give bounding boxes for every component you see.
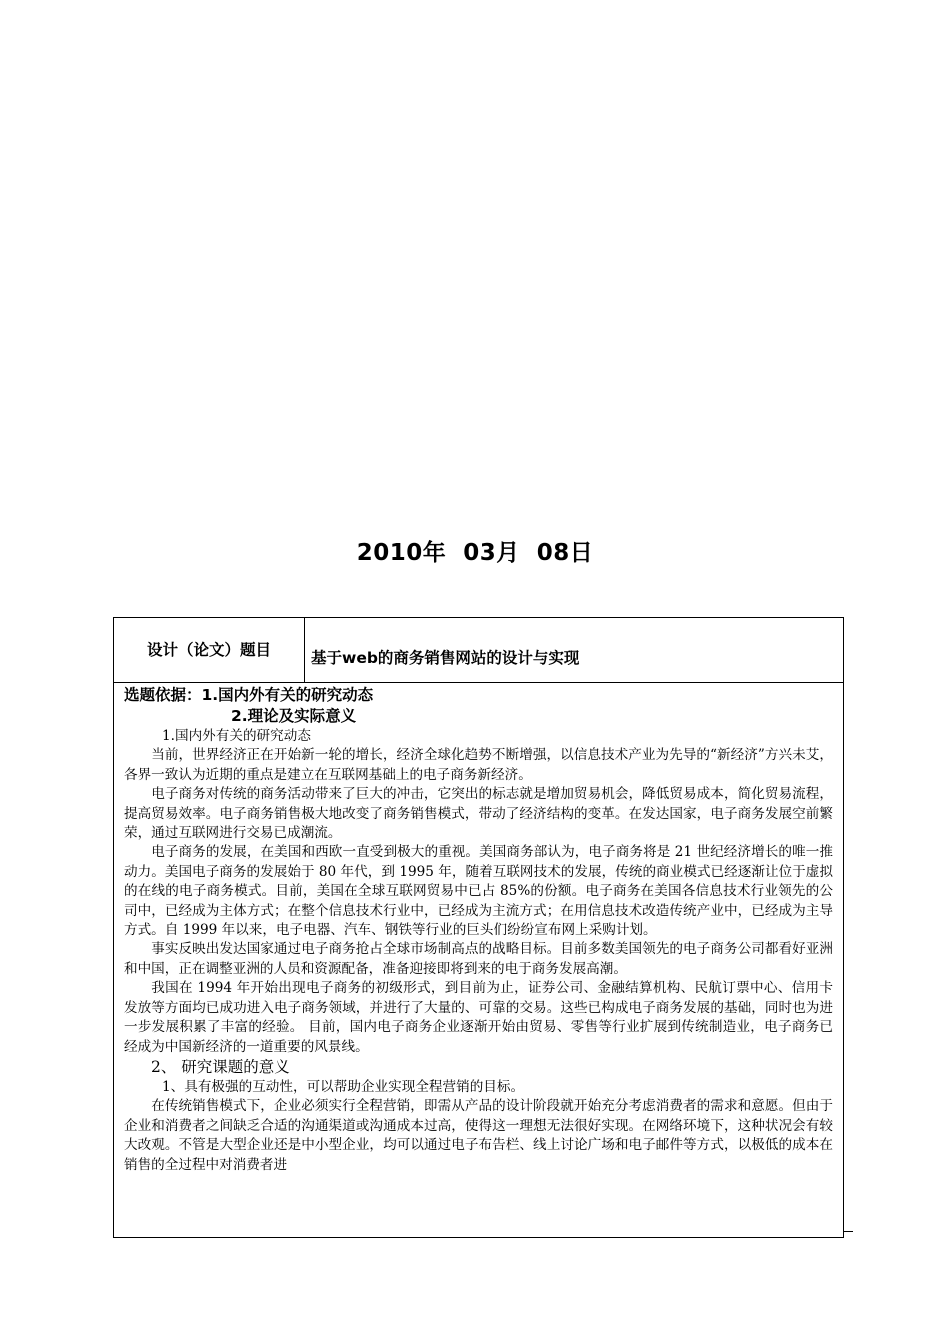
content-row: [114, 683, 844, 1238]
topic-basis-cell: [114, 683, 844, 1238]
thesis-form-table: [113, 617, 844, 1238]
thesis-title: 基于web的商务销售网站的设计与实现: [305, 618, 844, 683]
section1-heading: 1.国内外有关的研究动态: [162, 728, 311, 744]
basis-heading-line-2: 2.理论及实际意义: [231, 707, 357, 725]
date-line: 2010年 03月 08日: [356, 540, 594, 566]
paragraph: 电子商务对传统的商务活动带来了巨大的冲击，它突出的标志就是增加贸易机会，降低贸易成本，简化贸易流程，提高贸易效率。电子商务销售极大地改变了商务销售模式，带动了经济结构的变革。在发达国家，电子商务发展空前繁荣，通过互联网进行交易已成潮流。: [124, 786, 833, 842]
title-label-cell: 设计（论文）题目: [114, 618, 305, 683]
paragraph: 在传统销售模式下，企业必须实行全程营销，即需从产品的设计阶段就开始充分考虑消费者的需求和意愿。但由于企业和消费者之间缺乏合适的沟通渠道或沟通成本过高，使得这一理想无法很好实现。在网络环境下，这种状况会有较大改观。不管是大型企业还是中小型企业，均可以通过电子布告栏、线上讨论广场和电子邮件等方式，以极低的成本在销售的全过程中对消费者进: [124, 1098, 833, 1173]
topic-basis-content: [124, 685, 833, 1233]
paragraph: 电子商务的发展，在美国和西欧一直受到极大的重视。美国商务部认为，电子商务将是 21 世纪经济增长的唯一推动力。美国电子商务的发展始于 80 年代，到 1995 年，随着互联网技术的发展，传统的商业模式已经逐渐让位于虚拟的在线的电子商务模式。目前，美国在全球互联网贸易中已占 85%的份额。电子商务在美国各信息技术行业领先的公司中，已经成为主体方式；在整个信息技术行业中，已经成为主流方式；在用信息技术改造传统产业中，已经成为主导方式。自 1999 年以来，电子电器、汽车、钢铁等行业的巨头们纷纷宣布网上采购计划。: [124, 844, 833, 939]
point-1-heading: 1、具有极强的互动性，可以帮助企业实现全程营销的目标。: [162, 1078, 525, 1095]
paragraph: 事实反映出发达国家通过电子商务抢占全球市场制高点的战略目标。目前多数美国领先的电子商务公司都看好亚洲和中国，正在调整亚洲的人员和资源配备，准备迎接即将到来的电于商务发展高潮。: [124, 941, 833, 977]
title-row: [114, 618, 844, 683]
paragraph: 我国在 1994 年开始出现电子商务的初级形式，到目前为止，证券公司、金融结算机构、民航订票中心、信用卡发放等方面均已成功进入电子商务领域，并进行了大量的、可靠的交易。这些已构成电子商务发展的基础，同时也为进一步发展积累了丰富的经验。 目前，国内电子商务企业逐渐开始由贸易、零售等行业扩展到传统制造业，电子商务已经成为中国新经济的一道重要的风景线。: [124, 980, 833, 1055]
section2-heading: 2、 研究课题的意义: [151, 1057, 290, 1076]
table-edge-mark: [843, 1231, 853, 1232]
paragraph: 当前，世界经济正在开始新一轮的增长，经济全球化趋势不断增强，以信息技术产业为先导的“新经济”方兴未艾，各界一致认为近期的重点是建立在互联网基础上的电子商务新经济。: [124, 747, 833, 783]
basis-heading-line-1: 选题依据：1.国内外有关的研究动态: [124, 686, 374, 704]
